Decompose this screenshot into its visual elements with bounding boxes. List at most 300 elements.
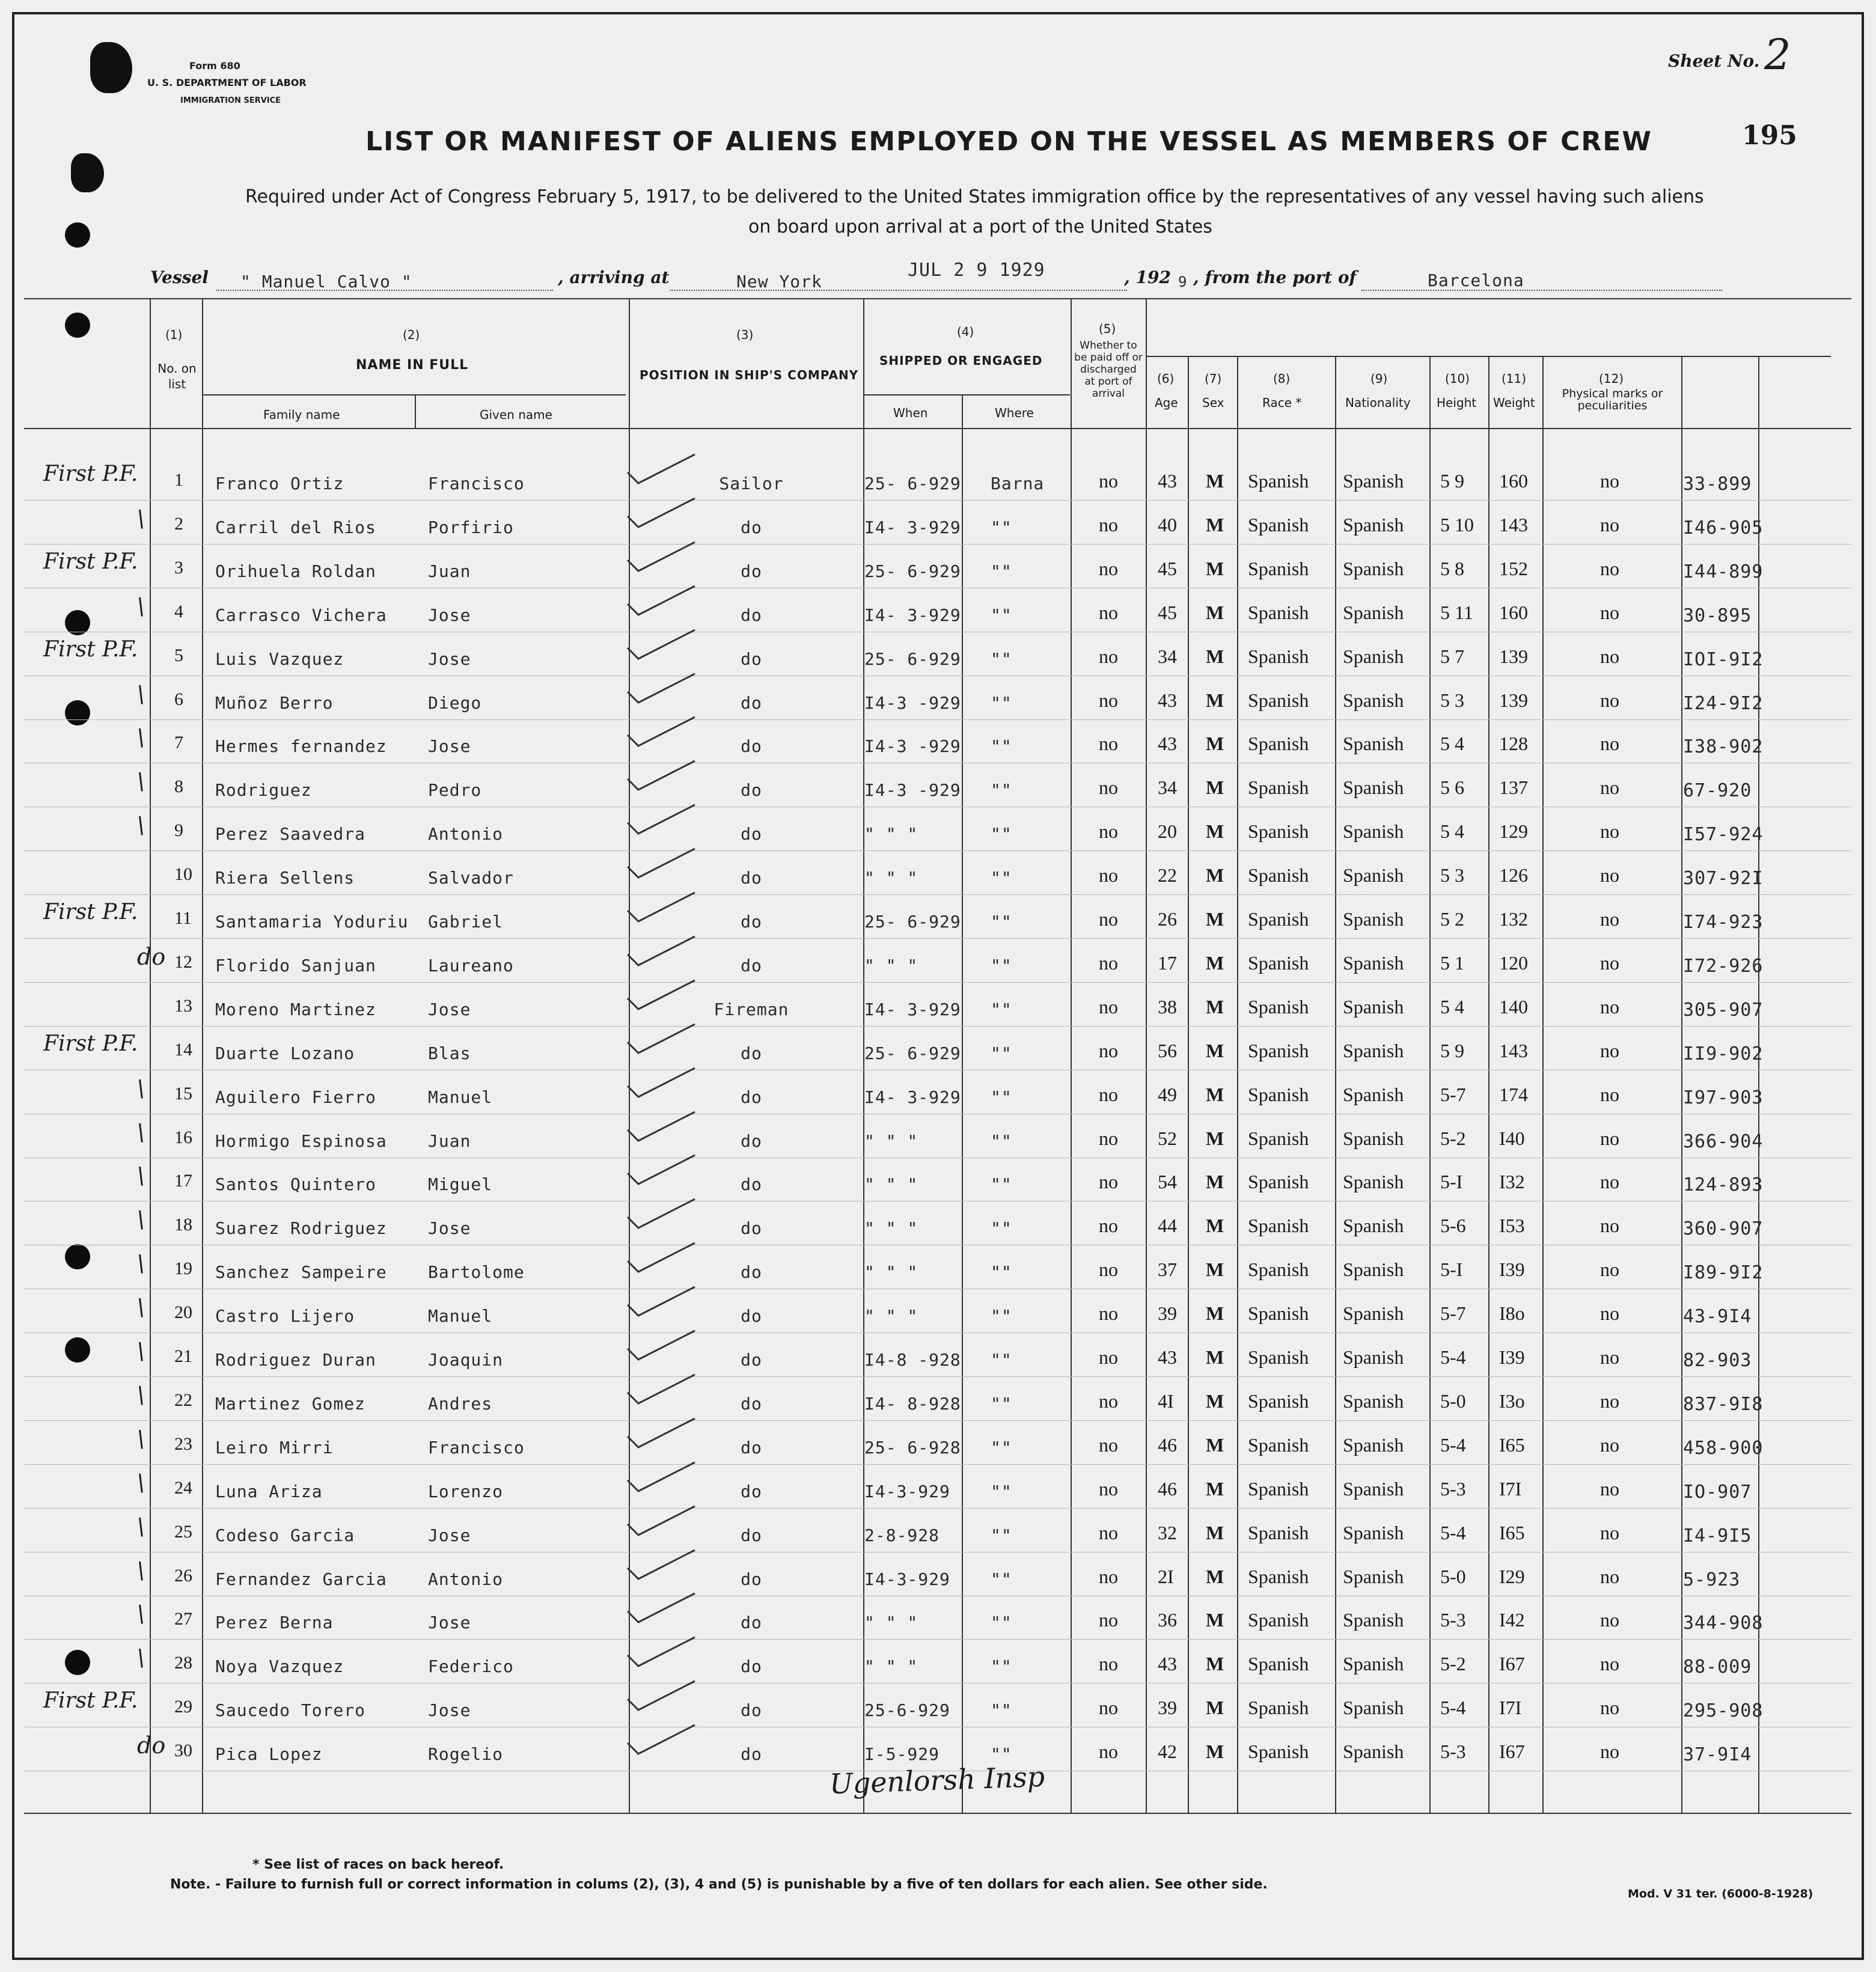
given-name: Jose — [428, 1000, 471, 1019]
height: 5-2 — [1440, 1653, 1466, 1674]
sex: M — [1206, 1302, 1224, 1324]
height: 5 11 — [1440, 602, 1473, 623]
physical-marks: no — [1600, 1302, 1619, 1324]
col4-header: SHIPPED OR ENGAGED — [879, 353, 1043, 368]
sex: M — [1206, 1171, 1224, 1192]
col1-header: No. on list — [157, 361, 197, 391]
position: do — [741, 868, 762, 888]
height: 5 7 — [1440, 646, 1464, 667]
height: 5-4 — [1440, 1697, 1466, 1718]
shipped-where: "" — [991, 912, 1012, 932]
paid-off: no — [1099, 777, 1118, 798]
row-number: 29 — [174, 1697, 192, 1717]
physical-marks: no — [1600, 646, 1619, 667]
given-name: Jose — [428, 1700, 471, 1720]
shipped-where: "" — [991, 1394, 1012, 1414]
age: 43 — [1158, 470, 1177, 492]
year-label: , 192 — [1124, 267, 1171, 287]
punch-hole — [65, 700, 90, 725]
given-name: Rogelio — [428, 1744, 504, 1764]
age: 42 — [1158, 1741, 1177, 1762]
nationality: Spanish — [1343, 908, 1404, 930]
family-name: Fernandez Garcia — [215, 1569, 387, 1589]
sex: M — [1206, 1741, 1224, 1762]
physical-marks: no — [1600, 820, 1619, 842]
sex: M — [1206, 1215, 1224, 1236]
position: do — [741, 1087, 762, 1107]
weight: I42 — [1499, 1609, 1525, 1631]
check-mark-icon — [625, 496, 697, 532]
reference-number: I89-9I2 — [1683, 1262, 1764, 1283]
col11-number: (11) — [1502, 371, 1527, 386]
check-mark-icon — [625, 1241, 697, 1277]
position: do — [741, 1262, 762, 1282]
paid-off: no — [1099, 1171, 1118, 1192]
col11-header: Weight — [1493, 395, 1535, 410]
weight: 126 — [1499, 864, 1528, 886]
nationality: Spanish — [1343, 1697, 1404, 1718]
family-name: Hermes fernandez — [215, 736, 387, 756]
shipped-where: "" — [991, 1000, 1012, 1019]
paid-off: no — [1099, 952, 1118, 974]
col-divider — [1429, 356, 1431, 1813]
age: 45 — [1158, 602, 1177, 623]
col12-header: Physical marks or peculiarities — [1562, 387, 1663, 412]
height: 5-2 — [1440, 1128, 1466, 1149]
nationality: Spanish — [1343, 777, 1404, 798]
weight: I32 — [1499, 1171, 1525, 1192]
col-divider — [1542, 356, 1544, 1813]
ink-stain — [90, 42, 132, 93]
vessel-line-underline — [216, 290, 553, 292]
weight: 143 — [1499, 514, 1528, 536]
shipped-when: 25- 6-929 — [864, 912, 961, 932]
sheet-number: 2 — [1764, 30, 1791, 79]
col6-header: Age — [1155, 395, 1178, 410]
given-name: Pedro — [428, 780, 482, 800]
col-divider — [1237, 356, 1238, 1813]
nationality: Spanish — [1343, 952, 1404, 974]
physical-marks: no — [1600, 558, 1619, 579]
col10-number: (10) — [1445, 371, 1470, 386]
height: 5 4 — [1440, 820, 1464, 842]
row-number: 30 — [174, 1741, 192, 1760]
check-mark-icon — [625, 1197, 697, 1233]
nationality: Spanish — [1343, 1346, 1404, 1368]
reference-number: I57-924 — [1683, 824, 1764, 845]
margin-annotation: \ — [137, 1119, 145, 1146]
age: 43 — [1158, 1346, 1177, 1368]
weight: 160 — [1499, 602, 1528, 623]
check-mark-icon — [625, 1679, 697, 1715]
height: 5-3 — [1440, 1741, 1466, 1762]
sex: M — [1206, 602, 1224, 623]
given-name: Manuel — [428, 1087, 493, 1107]
reference-number: 360-907 — [1683, 1218, 1764, 1239]
shipped-where: "" — [991, 1438, 1012, 1458]
table-top-rule — [24, 298, 1851, 299]
reference-number: I97-903 — [1683, 1087, 1764, 1108]
check-mark-icon — [625, 1723, 697, 1759]
given-name: Antonio — [428, 1569, 504, 1589]
shipped-when: I4-8 -928 — [864, 1350, 961, 1370]
col4-number: (4) — [957, 325, 974, 339]
nationality: Spanish — [1343, 602, 1404, 623]
sex: M — [1206, 820, 1224, 842]
paid-off: no — [1099, 1609, 1118, 1631]
check-mark-icon — [625, 802, 697, 838]
shipped-when: 25- 6-928 — [864, 1438, 961, 1458]
col-divider — [202, 298, 203, 1813]
footnote-penalty: Note. - Failure to furnish full or correct information in colums (2), (3), 4 and (5) is punishable by a five of ten dollars for each alien. See other side. — [170, 1877, 1268, 1892]
race: Spanish — [1248, 514, 1309, 536]
position: do — [741, 1613, 762, 1632]
row-number: 17 — [174, 1171, 192, 1191]
weight: I67 — [1499, 1741, 1525, 1762]
paid-off: no — [1099, 558, 1118, 579]
given-name: Jose — [428, 1525, 471, 1545]
sex: M — [1206, 1084, 1224, 1105]
reference-number: IOI-9I2 — [1683, 649, 1764, 670]
shipped-when: " " " — [864, 956, 918, 975]
sex: M — [1206, 1566, 1224, 1587]
race: Spanish — [1248, 1434, 1309, 1456]
position: do — [741, 1306, 762, 1326]
sex: M — [1206, 908, 1224, 930]
nationality: Spanish — [1343, 1128, 1404, 1149]
check-mark-icon — [625, 846, 697, 882]
position: do — [741, 1043, 762, 1063]
row-number: 14 — [174, 1040, 192, 1060]
reference-number: 307-92I — [1683, 868, 1764, 889]
height: 5 8 — [1440, 558, 1464, 579]
position: do — [741, 1569, 762, 1589]
family-name: Franco Ortiz — [215, 474, 344, 493]
physical-marks: no — [1600, 1566, 1619, 1587]
paid-off: no — [1099, 1478, 1118, 1500]
race: Spanish — [1248, 908, 1309, 930]
row-number: 27 — [174, 1609, 192, 1629]
check-mark-icon — [625, 1110, 697, 1146]
margin-annotation: \ — [137, 768, 145, 795]
family-name: Santos Quintero — [215, 1174, 376, 1194]
nationality: Spanish — [1343, 1478, 1404, 1500]
sex: M — [1206, 1346, 1224, 1368]
weight: 129 — [1499, 820, 1528, 842]
weight: I65 — [1499, 1522, 1525, 1543]
reference-number: 305-907 — [1683, 1000, 1764, 1021]
weight: 120 — [1499, 952, 1528, 974]
col6-number: (6) — [1157, 371, 1175, 386]
physical-marks: no — [1600, 1522, 1619, 1543]
paid-off: no — [1099, 1390, 1118, 1412]
row-number: 10 — [174, 864, 192, 884]
shipped-when: I4-3 -929 — [864, 780, 961, 800]
position: do — [741, 649, 762, 669]
shipped-where: "" — [991, 824, 1012, 844]
sex: M — [1206, 733, 1224, 754]
nationality: Spanish — [1343, 1302, 1404, 1324]
nationality: Spanish — [1343, 558, 1404, 579]
race: Spanish — [1248, 646, 1309, 667]
paid-off: no — [1099, 1215, 1118, 1236]
nationality: Spanish — [1343, 1040, 1404, 1061]
shipped-where: "" — [991, 1569, 1012, 1589]
nationality: Spanish — [1343, 1390, 1404, 1412]
margin-annotation: \ — [137, 681, 145, 707]
height: 5 9 — [1440, 470, 1464, 492]
shipped-when: " " " — [864, 868, 918, 888]
nationality: Spanish — [1343, 1566, 1404, 1587]
sex: M — [1206, 996, 1224, 1018]
row-number: 24 — [174, 1478, 192, 1498]
reference-number: I72-926 — [1683, 956, 1764, 977]
family-name: Luis Vazquez — [215, 649, 344, 669]
age: 49 — [1158, 1084, 1177, 1105]
paid-off: no — [1099, 689, 1118, 711]
nationality: Spanish — [1343, 733, 1404, 754]
race: Spanish — [1248, 1084, 1309, 1105]
col2a-header: Family name — [263, 408, 340, 422]
age: 37 — [1158, 1259, 1177, 1280]
nationality: Spanish — [1343, 1609, 1404, 1631]
year-digit: 9 — [1178, 273, 1188, 290]
margin-annotation: \ — [137, 1338, 145, 1364]
col7-number: (7) — [1205, 371, 1222, 386]
physical-marks: no — [1600, 1040, 1619, 1061]
col-divider — [1071, 298, 1072, 1813]
sex: M — [1206, 1040, 1224, 1061]
department: U. S. DEPARTMENT OF LABOR — [147, 77, 307, 88]
family-name: Sanchez Sampeire — [215, 1262, 387, 1282]
paid-off: no — [1099, 1259, 1118, 1280]
row-number: 18 — [174, 1215, 192, 1235]
physical-marks: no — [1600, 689, 1619, 711]
margin-annotation: \ — [137, 1557, 145, 1584]
physical-marks: no — [1600, 1128, 1619, 1149]
row-rule — [24, 544, 1851, 545]
weight: 137 — [1499, 777, 1528, 798]
weight: 160 — [1499, 470, 1528, 492]
age: 46 — [1158, 1434, 1177, 1456]
race: Spanish — [1248, 864, 1309, 886]
age: 34 — [1158, 777, 1177, 798]
row-number: 23 — [174, 1434, 192, 1454]
age: 34 — [1158, 646, 1177, 667]
given-name: Jose — [428, 1218, 471, 1238]
nationality: Spanish — [1343, 1522, 1404, 1543]
reference-number: 82-903 — [1683, 1350, 1752, 1371]
reference-number: 30-895 — [1683, 605, 1752, 626]
row-rule — [24, 850, 1851, 851]
form-revision: Mod. V 31 ter. (6000-8-1928) — [1628, 1887, 1813, 1900]
shipped-when: " " " — [864, 1656, 918, 1676]
height: 5 3 — [1440, 689, 1464, 711]
physical-marks: no — [1600, 1215, 1619, 1236]
shipped-where: "" — [991, 1744, 1012, 1764]
col9-number: (9) — [1370, 371, 1388, 386]
nationality: Spanish — [1343, 1741, 1404, 1762]
age: 43 — [1158, 733, 1177, 754]
weight: 128 — [1499, 733, 1528, 754]
check-mark-icon — [625, 671, 697, 707]
shipped-where: Barna — [991, 474, 1045, 493]
race: Spanish — [1248, 1566, 1309, 1587]
sex: M — [1206, 1522, 1224, 1543]
check-mark-icon — [625, 715, 697, 751]
given-name: Andres — [428, 1394, 493, 1414]
given-name: Porfirio — [428, 517, 514, 537]
paid-off: no — [1099, 602, 1118, 623]
family-name: Carrasco Vichera — [215, 605, 387, 625]
row-rule — [24, 894, 1851, 895]
sex: M — [1206, 1434, 1224, 1456]
shipped-where: "" — [991, 1131, 1012, 1151]
row-number: 2 — [174, 514, 183, 534]
height: 5-I — [1440, 1171, 1463, 1192]
margin-annotation: \ — [137, 505, 145, 532]
race: Spanish — [1248, 689, 1309, 711]
age: 36 — [1158, 1609, 1177, 1631]
paid-off: no — [1099, 733, 1118, 754]
col-divider — [1188, 356, 1189, 1813]
nationality: Spanish — [1343, 1653, 1404, 1674]
check-mark-icon — [625, 890, 697, 926]
physical-marks: no — [1600, 1390, 1619, 1412]
shipped-where: "" — [991, 1306, 1012, 1326]
check-mark-icon — [625, 540, 697, 576]
col-divider — [1681, 356, 1682, 1813]
age: 39 — [1158, 1697, 1177, 1718]
row-number: 3 — [174, 558, 183, 578]
row-number: 12 — [174, 952, 192, 972]
family-name: Codeso Garcia — [215, 1525, 355, 1545]
nationality: Spanish — [1343, 864, 1404, 886]
family-name: Perez Saavedra — [215, 824, 366, 844]
position: do — [741, 517, 762, 537]
row-number: 15 — [174, 1084, 192, 1104]
race: Spanish — [1248, 1040, 1309, 1061]
row-rule — [24, 1464, 1851, 1465]
position: do — [741, 1744, 762, 1764]
reference-number: 33-899 — [1683, 474, 1752, 495]
age: 44 — [1158, 1215, 1177, 1236]
shipped-where: "" — [991, 517, 1012, 537]
race: Spanish — [1248, 1128, 1309, 1149]
reference-number: 88-009 — [1683, 1656, 1752, 1677]
position: do — [741, 605, 762, 625]
margin-annotation: do — [137, 944, 166, 970]
nationality: Spanish — [1343, 514, 1404, 536]
row-number: 1 — [174, 470, 183, 490]
height: 5-7 — [1440, 1084, 1466, 1105]
shipped-where: "" — [991, 1656, 1012, 1676]
weight: I40 — [1499, 1128, 1525, 1149]
shipped-when: " " " — [864, 824, 918, 844]
col12-number: (12) — [1599, 371, 1624, 386]
row-number: 19 — [174, 1259, 192, 1278]
margin-annotation: \ — [137, 812, 145, 838]
age: 38 — [1158, 996, 1177, 1018]
age: 26 — [1158, 908, 1177, 930]
margin-annotation: \ — [137, 1206, 145, 1233]
shipped-where: "" — [991, 1482, 1012, 1501]
shipped-where: "" — [991, 1087, 1012, 1107]
reference-number: 37-9I4 — [1683, 1744, 1752, 1765]
family-name: Saucedo Torero — [215, 1700, 366, 1720]
shipped-where: "" — [991, 780, 1012, 800]
row-number: 26 — [174, 1566, 192, 1586]
given-name: Jose — [428, 649, 471, 669]
shipped-when: I4- 3-929 — [864, 517, 961, 537]
col8-header: Race * — [1262, 395, 1302, 410]
reference-number: I74-923 — [1683, 912, 1764, 933]
position: do — [741, 1174, 762, 1194]
shipped-when: I4- 3-929 — [864, 1000, 961, 1019]
given-name: Bartolome — [428, 1262, 525, 1282]
physical-marks: no — [1600, 1259, 1619, 1280]
check-mark-icon — [625, 1284, 697, 1320]
page-number: 195 — [1742, 120, 1797, 151]
race: Spanish — [1248, 1390, 1309, 1412]
paid-off: no — [1099, 1653, 1118, 1674]
paid-off: no — [1099, 1040, 1118, 1061]
physical-marks: no — [1600, 1609, 1619, 1631]
sex: M — [1206, 1390, 1224, 1412]
table-bottom-rule — [24, 1813, 1851, 1814]
row-number: 11 — [174, 908, 192, 928]
nationality: Spanish — [1343, 470, 1404, 492]
race: Spanish — [1248, 1302, 1309, 1324]
weight: 140 — [1499, 996, 1528, 1018]
shipped-when: " " " — [864, 1218, 918, 1238]
paid-off: no — [1099, 514, 1118, 536]
given-name: Francisco — [428, 1438, 525, 1458]
margin-annotation: \ — [137, 724, 145, 751]
sex: M — [1206, 646, 1224, 667]
footnote-races: * See list of races on back hereof. — [252, 1857, 504, 1872]
check-mark-icon — [625, 1591, 697, 1627]
height: 5 9 — [1440, 1040, 1464, 1061]
col8-number: (8) — [1273, 371, 1291, 386]
height: 5-4 — [1440, 1434, 1466, 1456]
reference-number: 837-9I8 — [1683, 1394, 1764, 1415]
shipped-where: "" — [991, 649, 1012, 669]
family-name: Florido Sanjuan — [215, 956, 376, 975]
shipped-when: 25- 6-929 — [864, 649, 961, 669]
row-number: 8 — [174, 777, 183, 796]
sex: M — [1206, 689, 1224, 711]
margin-annotation: First P.F. — [43, 462, 138, 486]
shipped-when: 25- 6-929 — [864, 1043, 961, 1063]
position: do — [741, 561, 762, 581]
margin-annotation: First P.F. — [43, 1031, 138, 1056]
shipped-when: 25- 6-929 — [864, 561, 961, 581]
nationality: Spanish — [1343, 1084, 1404, 1105]
row-number: 6 — [174, 689, 183, 709]
position: do — [741, 1218, 762, 1238]
row-number: 4 — [174, 602, 183, 621]
inspector-signature: Ugenlorsh Insp — [829, 1760, 1046, 1801]
family-name: Riera Sellens — [215, 868, 355, 888]
col-divider — [1488, 356, 1489, 1813]
paid-off: no — [1099, 908, 1118, 930]
reference-number: 124-893 — [1683, 1174, 1764, 1195]
paid-off: no — [1099, 1434, 1118, 1456]
weight: 143 — [1499, 1040, 1528, 1061]
ink-stain — [71, 153, 104, 192]
col-divider — [1146, 298, 1147, 1813]
